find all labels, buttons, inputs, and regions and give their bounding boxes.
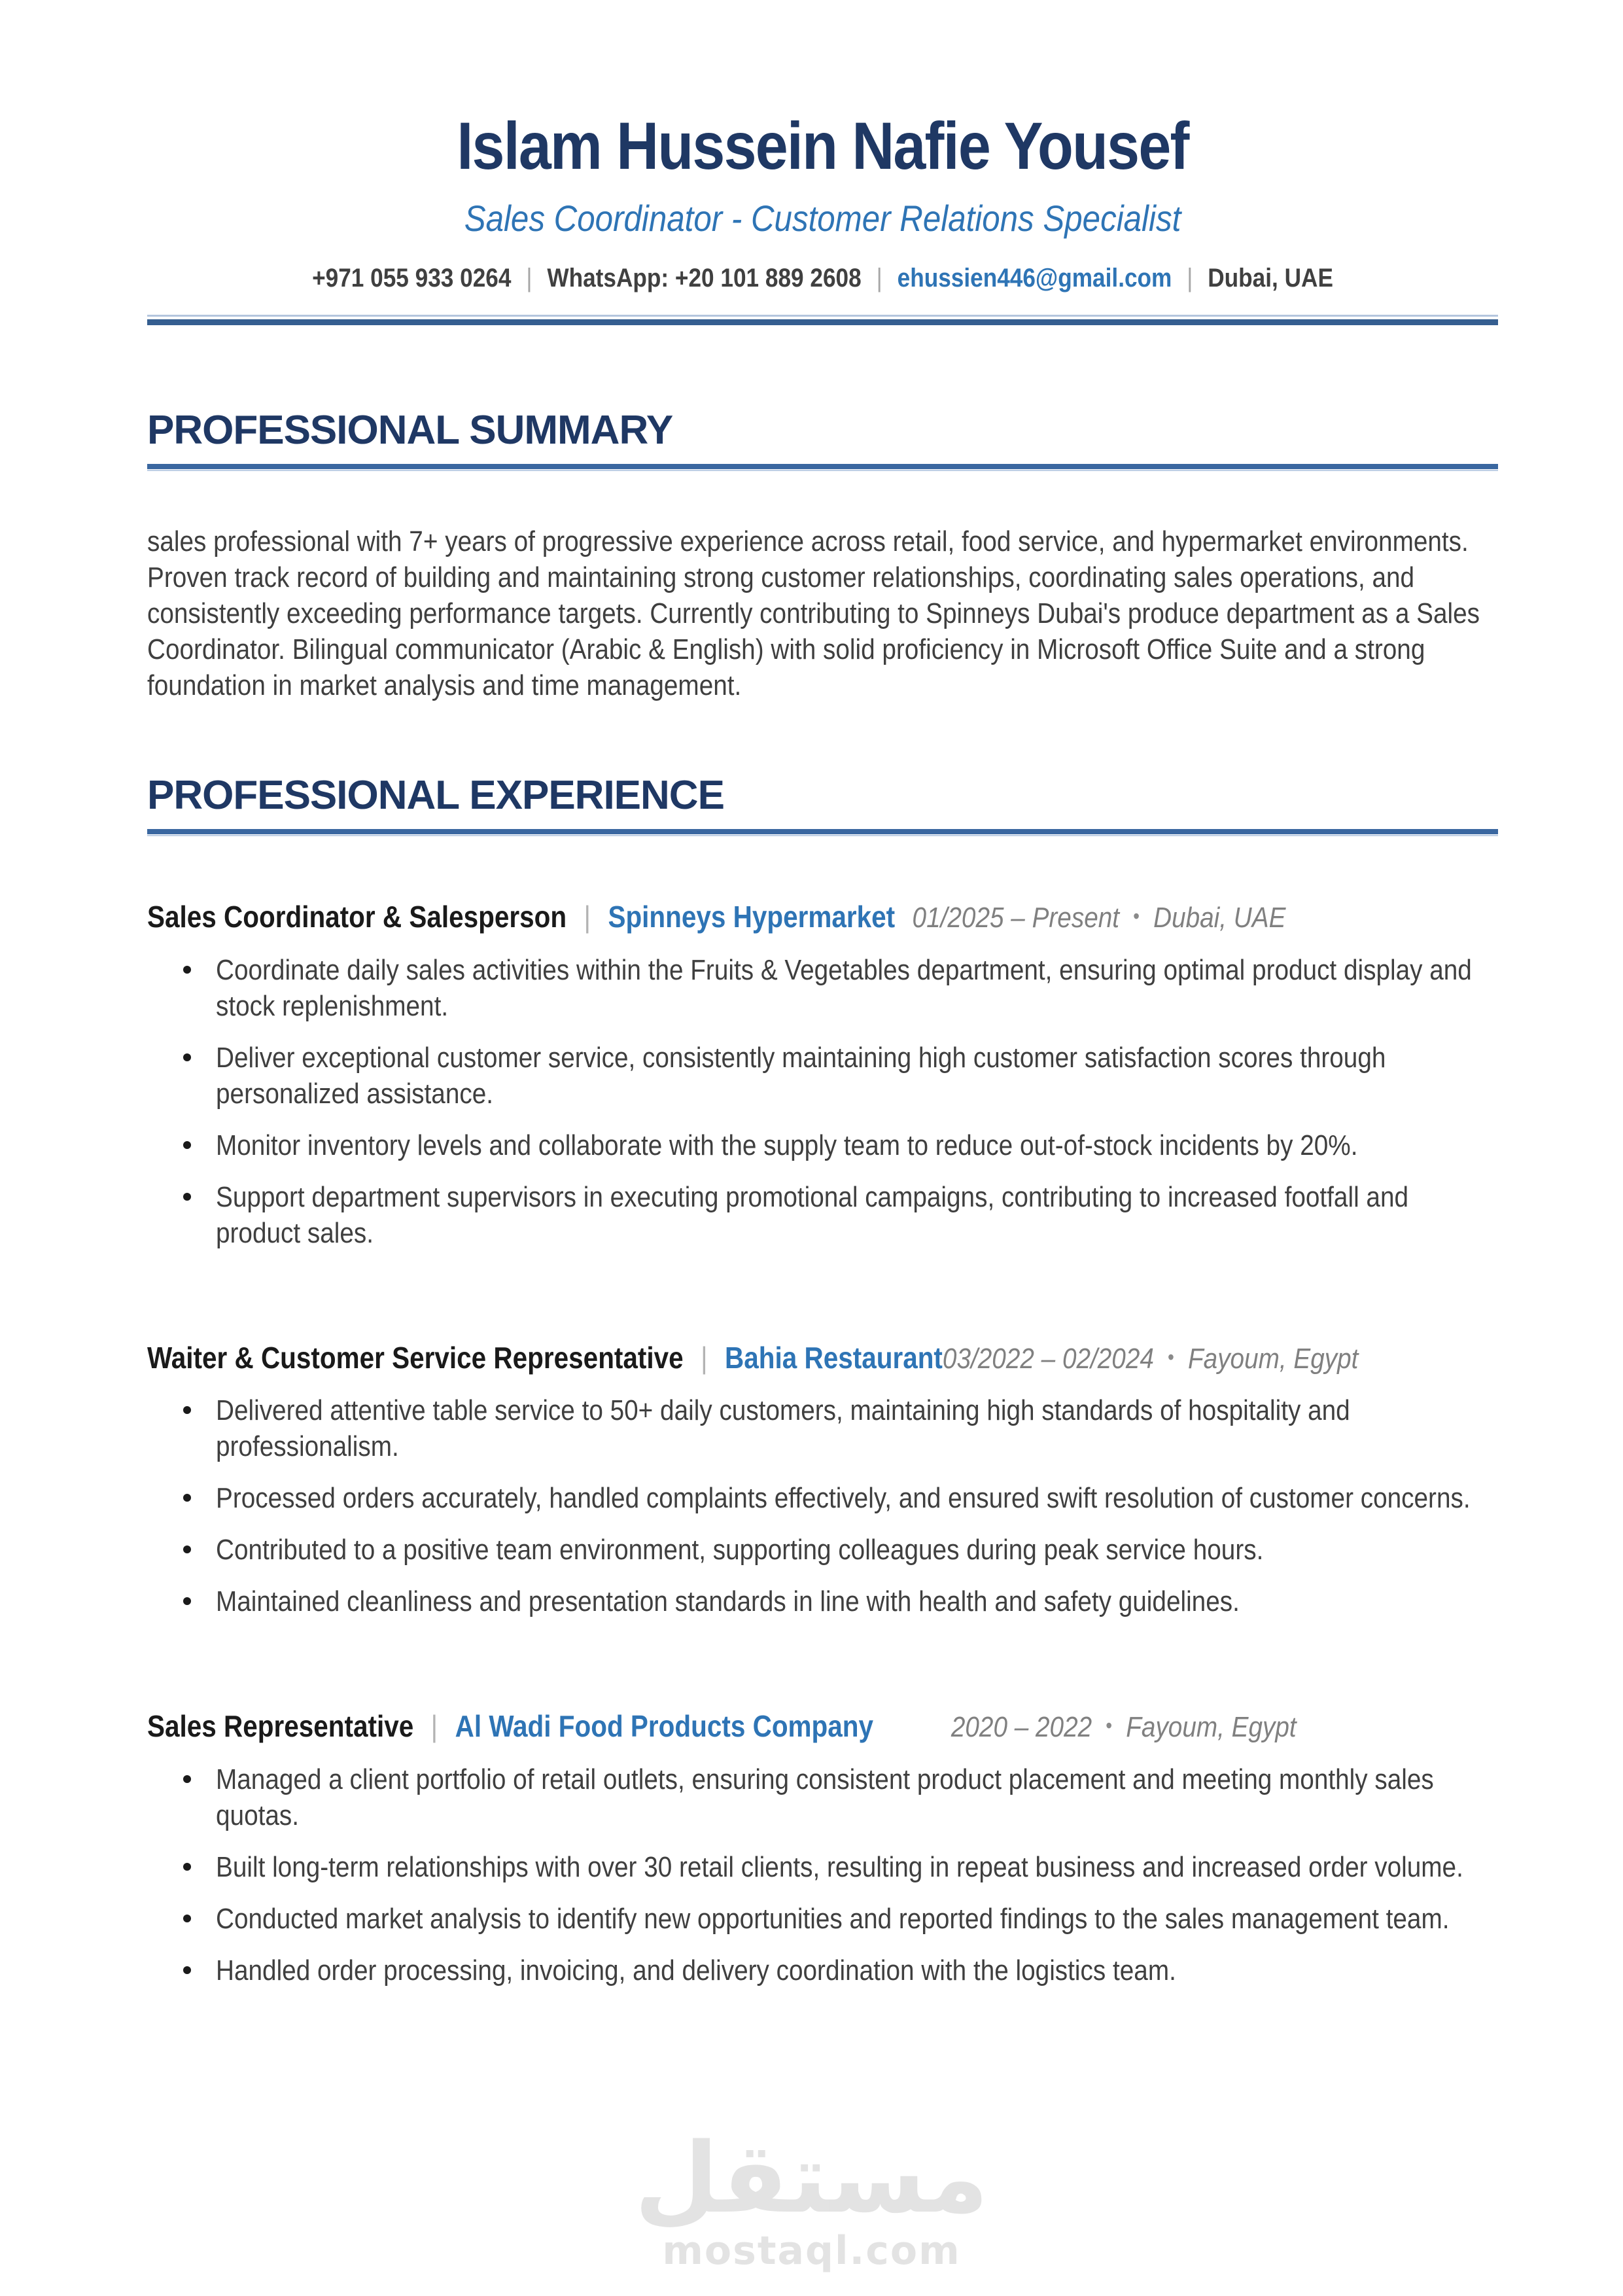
bullet-text: Coordinate daily sales activities within the Fruits & Vegetables department, ensuring optimal product display and stock replenishment. — [216, 953, 1472, 1022]
bullet-item — [147, 1583, 1498, 1619]
mostaql-arabic-logo: مستقل — [634, 2122, 989, 2234]
section-divider — [147, 464, 1498, 471]
pipe-separator: | — [584, 900, 591, 934]
bullet-item — [147, 1127, 1498, 1163]
resume-content — [147, 111, 1498, 1988]
header-divider — [147, 315, 1498, 325]
bullet-item — [147, 1392, 1498, 1464]
pipe-separator: | — [526, 263, 532, 292]
job-bullet-list — [147, 1392, 1498, 1619]
job-dates: 2020 – 2022 — [951, 1711, 1092, 1744]
section-heading-summary: PROFESSIONAL SUMMARY — [147, 407, 673, 453]
company-name: Spinneys Hypermarket — [608, 900, 896, 934]
job-title: Sales Representative — [147, 1709, 414, 1744]
job-dates: 03/2022 – 02/2024 — [942, 1342, 1154, 1375]
summary-paragraph-text: sales professional with 7+ years of progressive experience across retail, food service, and hypermarket environments. Proven track record of building and maintaining strong customer relationships, coordinating sales operations, and consistently exceeding performance targets. Currently contributing to Spinneys Dubai's produce department as a Sales Coordinator. Bilingual communicator (Arabic & English) with solid proficiency in Microsoft Office Suite and a strong foundation in market analysis and time management. — [147, 525, 1480, 701]
bullet-text: Delivered attentive table service to 50+ daily customers, maintaining high standards of hospitality and professionalism. — [216, 1394, 1350, 1463]
bullet-item — [147, 1480, 1498, 1516]
company-name: Al Wadi Food Products Company — [455, 1709, 874, 1744]
bullet-text: Managed a client portfolio of retail outlets, ensuring consistent product placement and meeting monthly sales quotas. — [216, 1763, 1434, 1831]
mostaql-site-text: mostaql.com — [662, 2228, 961, 2274]
pipe-separator: | — [430, 1709, 438, 1744]
job-head — [147, 1339, 1498, 1377]
contact-line — [228, 262, 1417, 294]
summary-paragraph — [147, 523, 1498, 703]
pipe-separator: | — [876, 263, 882, 292]
bullet-item — [147, 1040, 1498, 1112]
job-location: Fayoum, Egypt — [1126, 1711, 1297, 1744]
job-location: Dubai, UAE — [1153, 902, 1286, 934]
location-text: Dubai, UAE — [1208, 263, 1333, 292]
bullet-item — [147, 1179, 1498, 1251]
pipe-separator: | — [1187, 263, 1193, 292]
bullet-item — [147, 1761, 1498, 1833]
section-divider — [147, 829, 1498, 836]
section-heading-experience: PROFESSIONAL EXPERIENCE — [147, 772, 724, 818]
pipe-separator: | — [701, 1340, 708, 1375]
bullet-separator: • — [1133, 904, 1140, 928]
bullet-text: Support department supervisors in executing promotional campaigns, contributing to increased footfall and product sales. — [216, 1180, 1409, 1249]
bullet-item — [147, 1952, 1498, 1988]
bullet-text: Deliver exceptional customer service, consistently maintaining high customer satisfaction scores through personalized assistance. — [216, 1041, 1386, 1110]
bullet-text: Maintained cleanliness and presentation standards in line with health and safety guidelines. — [216, 1585, 1240, 1618]
job-entry — [147, 1339, 1498, 1620]
bullet-item — [147, 1532, 1498, 1568]
role-subtitle: Sales Coordinator - Customer Relations Specialist — [464, 198, 1181, 239]
bullet-text: Built long-term relationships with over 30 retail clients, resulting in repeat business and increased order volume. — [216, 1850, 1463, 1883]
section-professional-experience — [147, 772, 1498, 1988]
phone-number: +971 055 933 0264 — [312, 263, 512, 292]
company-name: Bahia Restaurant — [724, 1340, 943, 1375]
bullet-item — [147, 952, 1498, 1024]
job-dates: 01/2025 – Present — [912, 902, 1120, 934]
job-title: Sales Coordinator & Salesperson — [147, 900, 567, 934]
bullet-item — [147, 1901, 1498, 1937]
bullet-text: Handled order processing, invoicing, and delivery coordination with the logistics team. — [216, 1954, 1176, 1987]
job-bullet-list — [147, 1761, 1498, 1988]
watermark — [0, 2122, 1623, 2274]
whatsapp-number: WhatsApp: +20 101 889 2608 — [547, 263, 862, 292]
job-bullet-list — [147, 952, 1498, 1251]
bullet-text: Monitor inventory levels and collaborate with the supply team to reduce out-of-stock incidents by 20%. — [216, 1129, 1358, 1161]
job-entry — [147, 898, 1498, 1251]
bullet-text: Contributed to a positive team environment, supporting colleagues during peak service hours. — [216, 1534, 1264, 1566]
bullet-separator: • — [1106, 1714, 1113, 1738]
section-professional-summary — [147, 407, 1498, 703]
bullet-text: Processed orders accurately, handled complaints effectively, and ensured swift resolution of customer concerns. — [216, 1482, 1471, 1515]
job-head — [147, 1708, 1498, 1746]
job-entry — [147, 1708, 1498, 1988]
job-title: Waiter & Customer Service Representative — [147, 1340, 684, 1375]
bullet-item — [147, 1849, 1498, 1885]
job-head — [147, 898, 1498, 936]
bullet-separator: • — [1168, 1345, 1174, 1369]
job-location: Fayoum, Egypt — [1188, 1342, 1359, 1375]
bullet-text: Conducted market analysis to identify new opportunities and reported findings to the sales management team. — [216, 1902, 1450, 1935]
page-title: Islam Hussein Nafie Yousef — [457, 109, 1189, 183]
email-link[interactable]: ehussien446@gmail.com — [897, 263, 1172, 292]
